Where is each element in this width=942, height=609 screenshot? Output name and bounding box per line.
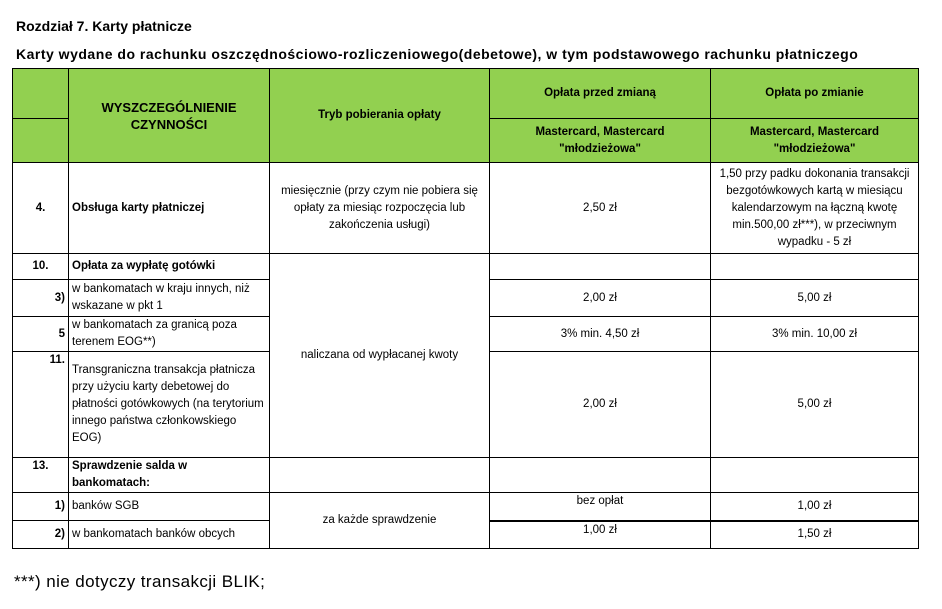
fee-before: 3% min. 4,50 zł <box>490 317 711 352</box>
row-label: Opłata za wypłatę gotówki <box>69 254 270 280</box>
fee-after: 5,00 zł <box>711 280 919 317</box>
fee-after <box>711 458 919 493</box>
row-number: 5 <box>13 317 69 352</box>
row-number: 10. <box>13 254 69 280</box>
fee-table <box>12 68 919 549</box>
row-number: 11. <box>13 352 69 458</box>
header-item: WYSZCZEGÓLNIENIE CZYNNOŚCI <box>69 69 270 163</box>
row-label: Transgraniczna transakcja płatnicza przy użyciu karty debetowej do płatności gotówkowych (na terytorium innego państwa członkowskiego EOG) <box>69 352 270 458</box>
row-label: banków SGB <box>69 493 270 521</box>
header-card-after: Mastercard, Mastercard "młodzieżowa" <box>711 119 919 163</box>
row-number: 4. <box>13 163 69 254</box>
fee-after: 5,00 zł <box>711 352 919 458</box>
row-mode: za każde sprawdzenie <box>270 493 490 549</box>
row-label: w bankomatach za granicą poza terenem EOG**) <box>69 317 270 352</box>
row-mode: miesięcznie (przy czym nie pobiera się opłaty za miesiąc rozpoczęcia lub zakończenia usługi) <box>270 163 490 254</box>
header-fee-before: Opłata przed zmianą <box>490 69 711 119</box>
fee-before: bez opłat <box>490 493 711 521</box>
fee-before: 2,00 zł <box>490 352 711 458</box>
fee-after: 1,50 przy padku dokonania transakcji bezgotówkowych kartą w miesiącu kalendarzowym na łączną kwotę min.500,00 zł***), w przeciwnym wypadku - 5 zł <box>711 163 919 254</box>
row-label: w bankomatach w kraju innych, niż wskazane w pkt 1 <box>69 280 270 317</box>
row-label: w bankomatach banków obcych <box>69 521 270 549</box>
section-title: Rozdział 7. Karty płatnicze <box>16 18 192 34</box>
row-label: Sprawdzenie salda w bankomatach: <box>69 458 270 493</box>
header-fee-after: Opłata po zmianie <box>711 69 919 119</box>
fee-after: 1,50 zł <box>711 521 919 549</box>
footnote: ***) nie dotyczy transakcji BLIK; <box>14 572 266 591</box>
table-subtitle: Karty wydane do rachunku oszczędnościowo-rozliczeniowego(debetowe), w tym podstawowego rachunku płatniczego <box>16 46 859 62</box>
row-number: 13. <box>13 458 69 493</box>
header-mode: Tryb pobierania opłaty <box>270 69 490 163</box>
header-card-before: Mastercard, Mastercard "młodzieżowa" <box>490 119 711 163</box>
fee-before: 1,00 zł <box>490 521 711 549</box>
row-number: 3) <box>13 280 69 317</box>
fee-before <box>490 458 711 493</box>
row-mode: naliczana od wypłacanej kwoty <box>270 254 490 458</box>
fee-before: 2,00 zł <box>490 280 711 317</box>
fee-after: 3% min. 10,00 zł <box>711 317 919 352</box>
fee-after <box>711 254 919 280</box>
row-mode <box>270 458 490 493</box>
header-blank-cell <box>13 69 69 119</box>
fee-before: 2,50 zł <box>490 163 711 254</box>
header-blank-cell <box>13 119 69 163</box>
fee-after: 1,00 zł <box>711 493 919 521</box>
row-number: 1) <box>13 493 69 521</box>
fee-before <box>490 254 711 280</box>
row-label: Obsługa karty płatniczej <box>69 163 270 254</box>
row-number: 2) <box>13 521 69 549</box>
